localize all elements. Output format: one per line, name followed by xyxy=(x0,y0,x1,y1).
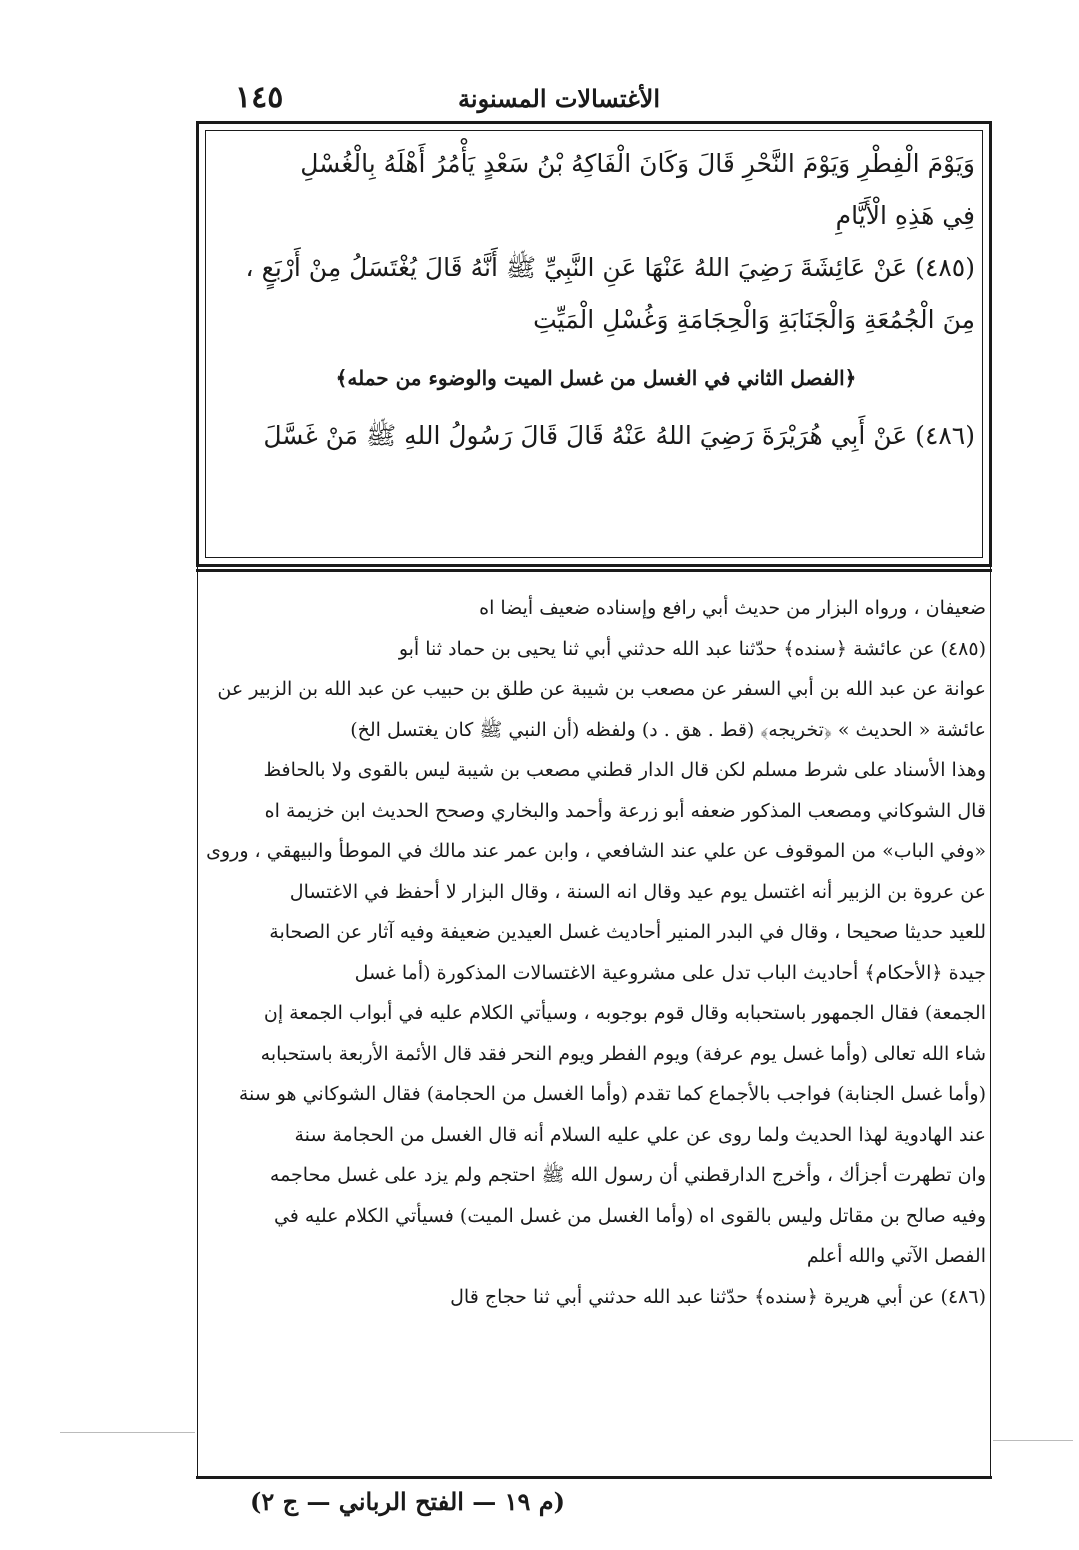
commentary-line: عائشة « الحديث » ﴿تخريجه﴾ (قط . هق . د) ولفظه (أن النبي ﷺ كان يغتسل الخ) xyxy=(350,718,986,741)
commentary-line: عوانة عن عبد الله بن أبي السفر عن مصعب بن شيبة عن طلق بن حبيب عن عبد الله بن الزبير عن xyxy=(217,678,986,700)
commentary-line: الفصل الآتي والله أعلم xyxy=(806,1245,986,1267)
commentary-line: وفيه صالح بن مقاتل وليس بالقوى اه (وأما الغسل من غسل الميت) فسيأتي الكلام عليه في xyxy=(273,1204,986,1227)
commentary-line: (٤٨٦) عن أبي هريرة ﴿سنده﴾ حدّثنا عبد الله حدثني أبي ثنا حجاج قال xyxy=(450,1285,986,1308)
hadith-text-frame xyxy=(196,121,992,567)
hadith-line: مِنَ الْجُمُعَةِ وَالْجَنَابَةِ وَالْحِجَامَةِ وَغُسْلِ الْمَيِّتِ xyxy=(533,305,975,334)
separator-rule xyxy=(196,569,992,572)
commentary-line: جيدة ﴿الأحكام﴾ أحاديث الباب تدل على مشروعية الاغتسالات المذكورة (أما غسل xyxy=(354,961,986,984)
scan-artifact-line xyxy=(993,1440,1073,1441)
commentary-line: الجمعة) فقال الجمهور باستحبابه وقال قوم بوجوبه ، وسيأتي الكلام عليه في أبواب الجمعة إن xyxy=(263,1002,986,1024)
hadith-line: (٤٨٦) عَنْ أَبِي هُرَيْرَةَ رَضِيَ اللهُ عَنْهُ قَالَ قَالَ رَسُولُ اللهِ ﷺ مَنْ غَسَّلَ xyxy=(263,421,975,450)
scan-artifact-line xyxy=(60,1432,195,1433)
hadith-line: (٤٨٥) عَنْ عَائِشَةَ رَضِيَ اللهُ عَنْهَا عَنِ النَّبِيِّ ﷺ أَنَّهُ قَالَ يُغْتَسَلُ مِنْ أَرْبَعٍ ، xyxy=(245,253,975,282)
section-heading: ﴿الفصل الثاني في الغسل من غسل الميت والوضوء من حمله﴾ xyxy=(335,366,857,390)
commentary-line: (٤٨٥) عن عائشة ﴿سنده﴾ حدّثنا عبد الله حدثني أبي ثنا يحيى بن حماد ثنا أبو xyxy=(398,637,986,660)
commentary-line: ضعيفان ، ورواه البزار من حديث أبي رافع وإسناده ضعيف أيضا اه xyxy=(479,597,986,619)
page-number: ١٤٥ xyxy=(235,80,284,115)
commentary-line: «وفي الباب» من الموقوف عن علي عند الشافعي ، وابن عمر عند مالك في الموطأ والبيهقي ، وروى xyxy=(206,840,986,862)
commentary-line: عند الهادوية لهذا الحديث ولما روى عن علي عليه السلام أنه قال الغسل من الحجامة سنة xyxy=(294,1123,986,1146)
commentary-border-left xyxy=(197,567,198,1479)
hadith-line: وَيَوْمَ الْفِطْرِ وَيَوْمَ النَّحْرِ قَالَ وَكَانَ الْفَاكِهُ بْنُ سَعْدٍ يَأْمُرُ أَهْلَهُ بِالْغُسْلِ xyxy=(300,149,975,178)
commentary-line: شاء الله تعالى (وأما غسل يوم عرفة) ويوم الفطر ويوم النحر فقد قال الأئمة الأربعة باستحبابه xyxy=(260,1042,986,1065)
bottom-rule xyxy=(196,1476,992,1479)
commentary-line: (وأما غسل الجنابة) فواجب بالأجماع كما تقدم (وأما الغسل من الحجامة) فقال الشوكاني هو سنة xyxy=(238,1083,986,1105)
commentary-text xyxy=(206,588,986,1317)
hadith-line: فِي هَذِهِ الْأَيَّامِ xyxy=(835,201,975,230)
printer-signature: (م ١٩ — الفتح الرباني — ج ٢) xyxy=(250,1487,565,1516)
running-title: الأغتسالات المسنونة xyxy=(458,84,660,113)
commentary-border-right xyxy=(990,567,991,1479)
commentary-line: للعيد حديثا صحيحا ، وقال في البدر المنير أحاديث غسل العيدين ضعيفة وفيه آثار عن الصحابة xyxy=(269,921,986,943)
page-header xyxy=(195,78,1000,118)
hadith-text xyxy=(217,138,975,462)
commentary-line: قال الشوكاني ومصعب المذكور ضعفه أبو زرعة وأحمد والبخاري وصحح الحديث ابن خزيمة اه xyxy=(264,799,986,822)
commentary-line: وان تطهرت أجزأك ، وأخرج الدارقطني أن رسول الله ﷺ احتجم ولم يزد على غسل محاجمه xyxy=(269,1164,986,1186)
commentary-line: عن عروة بن الزبير أنه اغتسل يوم عيد وقال انه السنة ، وقال البزار لا أحفظ في الاغتسال xyxy=(289,880,986,903)
commentary-line: وهذا الأسناد على شرط مسلم لكن قال الدار قطني مصعب بن شيبة ليس بالقوى ولا بالحافظ xyxy=(263,759,986,781)
